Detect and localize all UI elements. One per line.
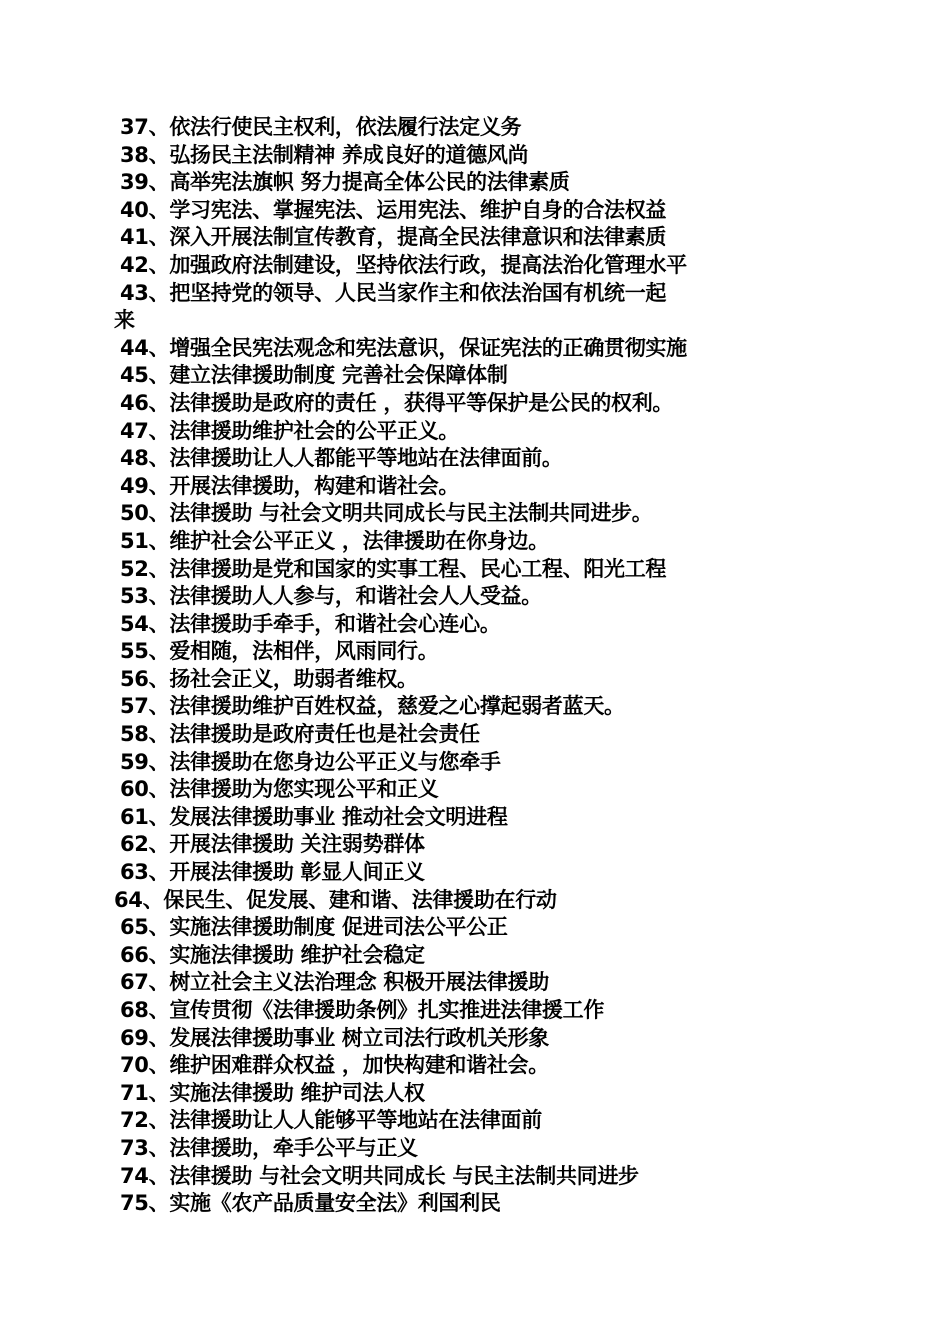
list-item: 40、学习宪法、掌握宪法、运用宪法、维护自身的合法权益	[120, 197, 667, 222]
list-item: 39、高举宪法旗帜 努力提高全体公民的法律素质	[120, 170, 570, 195]
list-item: 70、维护困难群众权益 ，加快构建和谐社会。	[120, 1053, 549, 1078]
list-item: 49、开展法律援助，构建和谐社会。	[120, 473, 460, 498]
list-item: 71、实施法律援助 维护司法人权	[120, 1080, 425, 1105]
list-item: 74、法律援助 与社会文明共同成长 与民主法制共同进步	[120, 1163, 639, 1188]
list-item: 45、建立法律援助制度 完善社会保障体制	[120, 363, 508, 388]
list-item: 73、法律援助，牵手公平与正义	[120, 1135, 418, 1160]
list-item: 54、法律援助手牵手，和谐社会心连心。	[120, 611, 501, 636]
list-item: 63、开展法律援助 彰显人间正义	[120, 860, 425, 885]
list-item: 51、维护社会公平正义 ，法律援助在你身边。	[120, 528, 549, 553]
list-item: 75、实施《农产品质量安全法》利国利民	[120, 1191, 501, 1216]
list-item: 68、宣传贯彻《法律援助条例》扎实推进法律援工作	[120, 998, 605, 1022]
list-item: 61、发展法律援助事业 推动社会文明进程	[120, 804, 508, 829]
list-item: 50、法律援助 与社会文明共同成长与民主法制共同进步。	[120, 501, 653, 526]
list-item: 48、法律援助让人人都能平等地站在法律面前。	[120, 446, 563, 471]
slogan-list	[114, 114, 784, 1218]
list-item: 38、弘扬民主法制精神 养成良好的道德风尚	[120, 142, 529, 167]
list-item: 56、扬社会正义，助弱者维权。	[120, 666, 418, 691]
list-item: 64、保民生、促发展、建和谐、法律援助在行动	[114, 887, 557, 912]
list-item: 44、增强全民宪法观念和宪法意识，保证宪法的正确贯彻实施	[120, 335, 687, 360]
list-item: 69、发展法律援助事业 树立司法行政机关形象	[120, 1025, 549, 1050]
list-item-continuation: 来	[114, 308, 135, 333]
list-item: 65、实施法律援助制度 促进司法公平公正	[120, 915, 508, 940]
list-item: 59、法律援助在您身边公平正义与您牵手	[120, 749, 501, 774]
list-item: 67、树立社会主义法治理念 积极开展法律援助	[120, 970, 549, 995]
list-item: 72、法律援助让人人能够平等地站在法律面前	[120, 1108, 542, 1133]
list-item: 41、深入开展法制宣传教育，提高全民法律意识和法律素质	[120, 225, 667, 250]
list-item: 47、法律援助维护社会的公平正义。	[120, 418, 460, 443]
list-item: 55、爱相随，法相伴，风雨同行。	[120, 639, 439, 664]
list-item: 60、法律援助为您实现公平和正义	[120, 777, 439, 802]
list-item: 42、加强政府法制建设，坚持依法行政，提高法治化管理水平	[120, 252, 687, 277]
list-item: 62、开展法律援助 关注弱势群体	[120, 832, 425, 857]
list-item: 58、法律援助是政府责任也是社会责任	[120, 722, 480, 747]
list-item: 57、法律援助维护百姓权益，慈爱之心撑起弱者蓝天。	[120, 694, 625, 719]
list-item: 66、实施法律援助 维护社会稳定	[120, 942, 425, 967]
list-item: 37、依法行使民主权利，依法履行法定义务	[120, 115, 522, 139]
list-item: 53、法律援助人人参与，和谐社会人人受益。	[120, 584, 542, 609]
list-item: 52、法律援助是党和国家的实事工程、民心工程、阳光工程	[120, 556, 667, 581]
list-item: 46、法律援助是政府的责任 ，获得平等保护是公民的权利。	[120, 390, 674, 415]
list-item: 43、把坚持党的领导、人民当家作主和依法治国有机统一起	[120, 280, 667, 305]
